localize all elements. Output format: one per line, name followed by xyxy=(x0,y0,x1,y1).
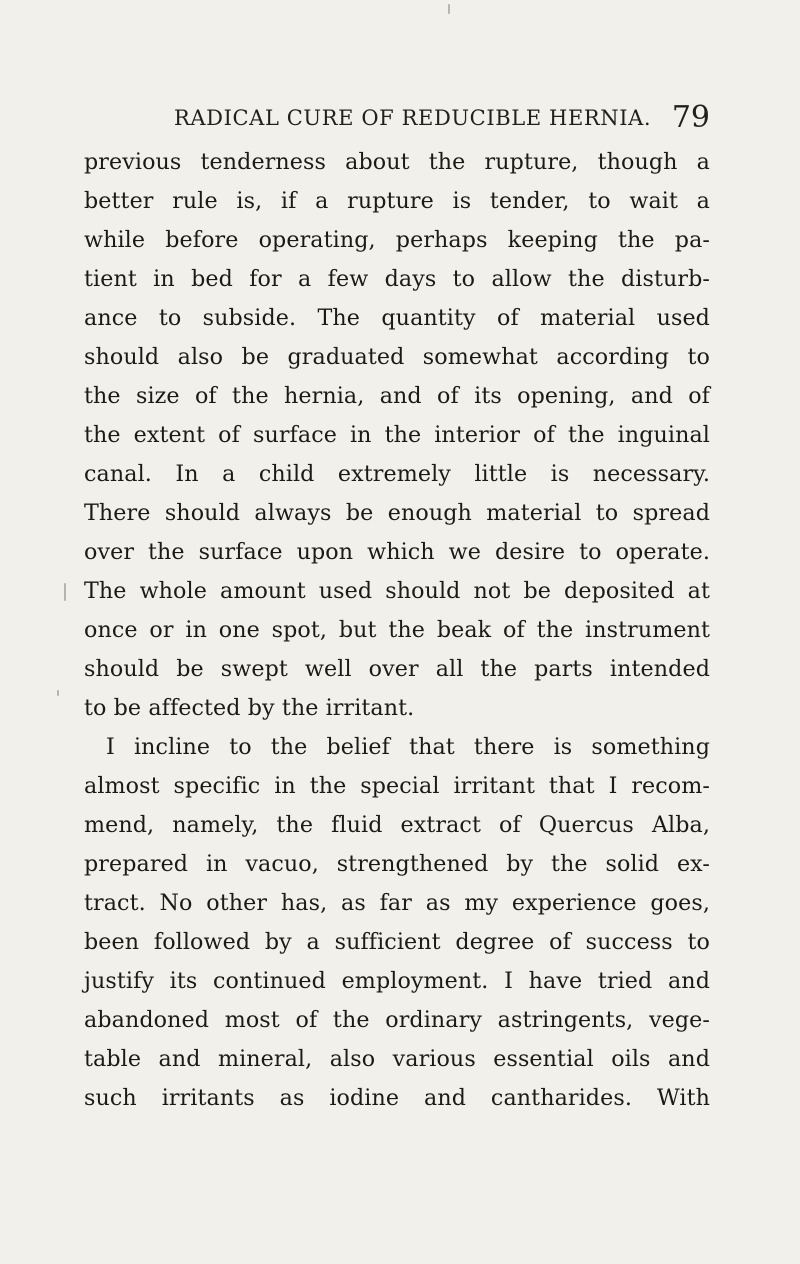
text-line: once or in one spot, but the beak of the instrument xyxy=(84,617,710,643)
text-line: should be swept well over all the parts intended xyxy=(84,656,710,682)
text-line: ance to subside. The quantity of material used xyxy=(84,305,710,331)
text-line: tract. No other has, as far as my experience goes, xyxy=(84,890,710,916)
text-line: the size of the hernia, and of its opening, and of xyxy=(84,383,710,409)
text-line: justify its continued employment. I have tried and xyxy=(84,968,710,994)
text-line: tient in bed for a few days to allow the disturb- xyxy=(84,266,710,292)
text-line: table and mineral, also various essential oils and xyxy=(84,1046,710,1072)
page-number: 79 xyxy=(671,100,710,135)
text-line: There should always be enough material to spread xyxy=(84,500,710,526)
text-line: abandoned most of the ordinary astringents, vege- xyxy=(84,1007,710,1033)
body-text xyxy=(84,143,710,1118)
text-line: been followed by a sufficient degree of success to xyxy=(84,929,710,955)
text-line: mend, namely, the fluid extract of Quercus Alba, xyxy=(84,812,710,838)
text-line: previous tenderness about the rupture, though a xyxy=(84,149,710,175)
text-line: prepared in vacuo, strengthened by the solid ex- xyxy=(84,851,710,877)
text-line: almost specific in the special irritant that I recom- xyxy=(84,773,710,799)
text-line: should also be graduated somewhat according to xyxy=(84,344,710,370)
running-head xyxy=(174,100,710,136)
paper-speck xyxy=(448,4,450,14)
running-title: RADICAL CURE OF REDUCIBLE HERNIA. xyxy=(174,106,652,130)
text-line: such irritants as iodine and cantharides. With xyxy=(84,1085,710,1111)
text-line: better rule is, if a rupture is tender, to wait a xyxy=(84,188,710,214)
text-line: The whole amount used should not be deposited at xyxy=(84,578,710,604)
paper-speck xyxy=(57,690,59,696)
text-line: I incline to the belief that there is something xyxy=(106,734,710,760)
text-line: canal. In a child extremely little is necessary. xyxy=(84,461,710,487)
text-line: over the surface upon which we desire to operate. xyxy=(84,539,710,565)
text-line: the extent of surface in the interior of the inguinal xyxy=(84,422,710,448)
text-line: to be affected by the irritant. xyxy=(84,695,415,721)
text-line: while before operating, perhaps keeping the pa- xyxy=(84,227,710,253)
paper-speck xyxy=(64,583,66,601)
